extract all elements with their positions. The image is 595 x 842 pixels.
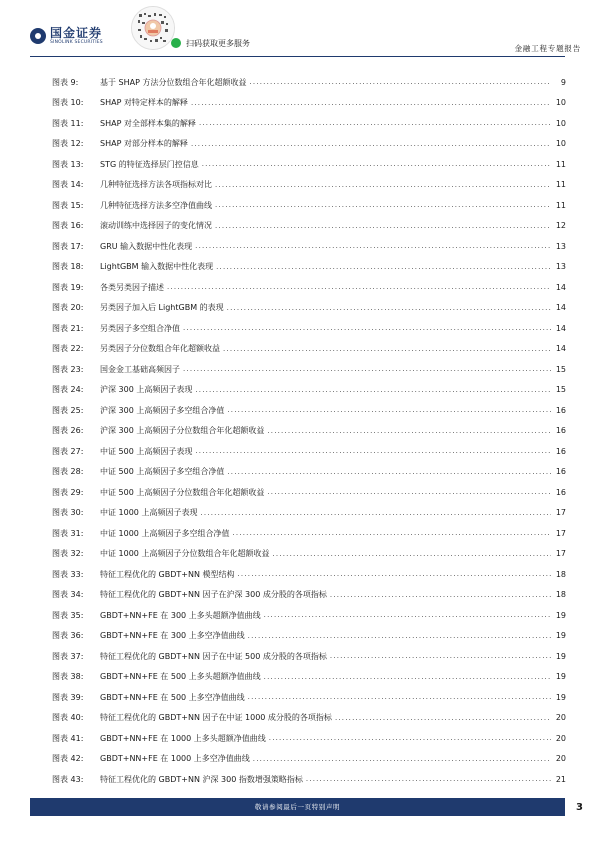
toc-figure-number: 图表 12: bbox=[52, 139, 84, 149]
toc-entry[interactable] bbox=[52, 216, 566, 237]
toc-figure-title: GBDT+NN+FE 在 1000 上多头超额净值曲线 bbox=[100, 733, 266, 743]
company-logo bbox=[30, 24, 103, 48]
toc-leader-dots bbox=[167, 282, 551, 292]
toc-entry[interactable] bbox=[52, 134, 566, 155]
toc-figure-title: 中证 500 上高频因子多空组合净值 bbox=[100, 467, 225, 477]
toc-entry[interactable] bbox=[52, 544, 566, 565]
toc-page-number: 11 bbox=[555, 200, 566, 210]
toc-figure-number: 图表 38: bbox=[52, 672, 84, 682]
toc-entry[interactable] bbox=[52, 462, 566, 483]
toc-entry[interactable] bbox=[52, 605, 566, 626]
toc-page-number: 17 bbox=[555, 508, 566, 518]
toc-leader-dots bbox=[249, 77, 551, 87]
toc-page-number: 20 bbox=[555, 733, 566, 743]
toc-leader-dots bbox=[238, 569, 552, 579]
toc-entry[interactable] bbox=[52, 626, 566, 647]
toc-entry[interactable] bbox=[52, 585, 566, 606]
toc-page-number: 11 bbox=[555, 180, 566, 190]
toc-leader-dots bbox=[199, 118, 551, 128]
toc-page-number: 13 bbox=[555, 262, 566, 272]
toc-entry[interactable] bbox=[52, 380, 566, 401]
toc-figure-title: LightGBM 输入数据中性化表现 bbox=[100, 262, 214, 272]
toc-figure-title: 国金金工基础高频因子 bbox=[100, 364, 180, 374]
toc-figure-title: 中证 1000 上高频因子多空组合净值 bbox=[100, 528, 230, 538]
toc-entry[interactable] bbox=[52, 154, 566, 175]
toc-page-number: 10 bbox=[555, 118, 566, 128]
toc-figure-number: 图表 26: bbox=[52, 426, 84, 436]
toc-figure-number: 图表 40: bbox=[52, 713, 84, 723]
toc-figure-number: 图表 17: bbox=[52, 241, 84, 251]
toc-leader-dots bbox=[232, 528, 551, 538]
toc-figure-number: 图表 31: bbox=[52, 528, 84, 538]
toc-page-number: 16 bbox=[555, 487, 566, 497]
toc-figure-number: 图表 43: bbox=[52, 774, 84, 784]
toc-leader-dots bbox=[272, 549, 551, 559]
toc-figure-number: 图表 36: bbox=[52, 631, 84, 641]
toc-page-number: 13 bbox=[555, 241, 566, 251]
toc-figure-title: 中证 500 上高频因子表现 bbox=[100, 446, 193, 456]
toc-page-number: 19 bbox=[555, 672, 566, 682]
brand-name-cn: 国金证券 bbox=[50, 25, 103, 40]
toc-figure-title: 沪深 300 上高频因子表现 bbox=[100, 385, 193, 395]
toc-figure-number: 图表 10: bbox=[52, 98, 84, 108]
toc-figure-number: 图表 34: bbox=[52, 590, 84, 600]
toc-leader-dots bbox=[330, 590, 551, 600]
toc-entry[interactable] bbox=[52, 195, 566, 216]
toc-entry[interactable] bbox=[52, 257, 566, 278]
toc-figure-number: 图表 16: bbox=[52, 221, 84, 231]
toc-entry[interactable] bbox=[52, 93, 566, 114]
toc-figure-title: STG 的特征选择层门控信息 bbox=[100, 159, 199, 169]
toc-leader-dots bbox=[306, 774, 551, 784]
toc-figure-title: GRU 输入数据中性化表现 bbox=[100, 241, 193, 251]
toc-figure-title: 滚动训练中选择因子的变化情况 bbox=[100, 221, 212, 231]
toc-figure-number: 图表 22: bbox=[52, 344, 84, 354]
toc-leader-dots bbox=[191, 139, 551, 149]
brand-name-en: SINOLINK SECURITIES bbox=[50, 39, 103, 45]
toc-figure-title: 中证 1000 上高频因子分位数组合年化超额收益 bbox=[100, 549, 270, 559]
toc-figure-title: 基于 SHAP 方法分位数组合年化超额收益 bbox=[100, 77, 247, 87]
toc-figure-number: 图表 20: bbox=[52, 303, 84, 313]
figure-list bbox=[52, 72, 566, 790]
logo-mark-icon bbox=[30, 28, 46, 44]
page-number: 3 bbox=[576, 802, 583, 813]
toc-page-number: 14 bbox=[555, 344, 566, 354]
toc-figure-title: GBDT+NN+FE 在 1000 上多空净值曲线 bbox=[100, 754, 250, 764]
footer-disclaimer: 敬请参阅最后一页特别声明 bbox=[254, 803, 341, 811]
qr-code-icon[interactable] bbox=[131, 6, 175, 50]
toc-entry[interactable] bbox=[52, 72, 566, 93]
toc-leader-dots bbox=[335, 713, 551, 723]
toc-leader-dots bbox=[183, 323, 551, 333]
toc-entry[interactable] bbox=[52, 646, 566, 667]
toc-figure-title: 几种特征选择方法各项指标对比 bbox=[100, 180, 212, 190]
toc-entry[interactable] bbox=[52, 728, 566, 749]
toc-page-number: 14 bbox=[555, 303, 566, 313]
toc-leader-dots bbox=[227, 405, 551, 415]
toc-leader-dots bbox=[253, 754, 551, 764]
toc-page-number: 16 bbox=[555, 405, 566, 415]
toc-figure-title: GBDT+NN+FE 在 500 上多空净值曲线 bbox=[100, 692, 245, 702]
toc-leader-dots bbox=[264, 672, 551, 682]
toc-figure-title: 几种特征选择方法多空净值曲线 bbox=[100, 200, 212, 210]
toc-figure-title: 另类因子多空组合净值 bbox=[100, 323, 180, 333]
toc-page-number: 14 bbox=[555, 282, 566, 292]
toc-figure-number: 图表 23: bbox=[52, 364, 84, 374]
toc-figure-title: 另类因子分位数组合年化超额收益 bbox=[100, 344, 220, 354]
toc-figure-title: 特征工程优化的 GBDT+NN 沪深 300 指数增强策略指标 bbox=[100, 774, 303, 784]
toc-entry[interactable] bbox=[52, 708, 566, 729]
toc-figure-title: SHAP 对特定样本的解释 bbox=[100, 98, 188, 108]
toc-leader-dots bbox=[191, 98, 551, 108]
toc-figure-title: 特征工程优化的 GBDT+NN 模型结构 bbox=[100, 569, 235, 579]
toc-page-number: 16 bbox=[555, 446, 566, 456]
scan-prompt: 扫码获取更多服务 bbox=[186, 39, 250, 48]
toc-page-number: 18 bbox=[555, 590, 566, 600]
toc-entry[interactable] bbox=[52, 339, 566, 360]
toc-page-number: 18 bbox=[555, 569, 566, 579]
toc-figure-number: 图表 19: bbox=[52, 282, 84, 292]
toc-entry[interactable] bbox=[52, 482, 566, 503]
toc-figure-title: 沪深 300 上高频因子分位数组合年化超额收益 bbox=[100, 426, 265, 436]
header-divider bbox=[30, 56, 565, 57]
toc-figure-title: 特征工程优化的 GBDT+NN 因子在中证 500 成分股的各项指标 bbox=[100, 651, 327, 661]
toc-page-number: 10 bbox=[555, 98, 566, 108]
toc-figure-title: 各类另类因子描述 bbox=[100, 282, 164, 292]
toc-leader-dots bbox=[216, 262, 551, 272]
toc-entry[interactable] bbox=[52, 441, 566, 462]
toc-figure-number: 图表 39: bbox=[52, 692, 84, 702]
toc-page-number: 9 bbox=[560, 77, 566, 87]
toc-entry[interactable] bbox=[52, 421, 566, 442]
toc-figure-number: 图表 14: bbox=[52, 180, 84, 190]
toc-figure-title: 中证 500 上高频因子分位数组合年化超额收益 bbox=[100, 487, 265, 497]
toc-figure-number: 图表 18: bbox=[52, 262, 84, 272]
toc-leader-dots bbox=[183, 364, 551, 374]
toc-entry[interactable] bbox=[52, 318, 566, 339]
toc-figure-number: 图表 35: bbox=[52, 610, 84, 620]
toc-entry[interactable] bbox=[52, 113, 566, 134]
toc-leader-dots bbox=[248, 631, 551, 641]
toc-page-number: 12 bbox=[555, 221, 566, 231]
toc-page-number: 11 bbox=[555, 159, 566, 169]
toc-leader-dots bbox=[269, 733, 551, 743]
toc-figure-title: GBDT+NN+FE 在 300 上多头超额净值曲线 bbox=[100, 610, 261, 620]
toc-figure-number: 图表 24: bbox=[52, 385, 84, 395]
toc-entry[interactable] bbox=[52, 749, 566, 770]
toc-page-number: 16 bbox=[555, 426, 566, 436]
scan-badge-icon bbox=[171, 38, 181, 48]
toc-page-number: 10 bbox=[555, 139, 566, 149]
toc-figure-number: 图表 42: bbox=[52, 754, 84, 764]
toc-leader-dots bbox=[202, 159, 551, 169]
toc-leader-dots bbox=[264, 610, 551, 620]
toc-entry[interactable] bbox=[52, 400, 566, 421]
toc-page-number: 20 bbox=[555, 713, 566, 723]
toc-figure-number: 图表 9: bbox=[52, 77, 79, 87]
toc-leader-dots bbox=[267, 426, 551, 436]
toc-figure-number: 图表 29: bbox=[52, 487, 84, 497]
toc-figure-title: 特征工程优化的 GBDT+NN 因子在沪深 300 成分股的各项指标 bbox=[100, 590, 327, 600]
toc-entry[interactable] bbox=[52, 503, 566, 524]
report-type: 金融工程专题报告 bbox=[514, 44, 581, 53]
toc-figure-number: 图表 11: bbox=[52, 118, 84, 128]
toc-entry[interactable] bbox=[52, 564, 566, 585]
toc-figure-title: GBDT+NN+FE 在 300 上多空净值曲线 bbox=[100, 631, 245, 641]
toc-page-number: 17 bbox=[555, 528, 566, 538]
toc-entry[interactable] bbox=[52, 667, 566, 688]
toc-leader-dots bbox=[227, 467, 551, 477]
toc-entry[interactable] bbox=[52, 236, 566, 257]
toc-figure-number: 图表 21: bbox=[52, 323, 84, 333]
toc-leader-dots bbox=[215, 200, 551, 210]
toc-page-number: 21 bbox=[555, 774, 566, 784]
toc-page-number: 19 bbox=[555, 610, 566, 620]
toc-figure-number: 图表 30: bbox=[52, 508, 84, 518]
toc-figure-title: 沪深 300 上高频因子多空组合净值 bbox=[100, 405, 225, 415]
toc-figure-title: 特征工程优化的 GBDT+NN 因子在中证 1000 成分股的各项指标 bbox=[100, 713, 332, 723]
toc-figure-number: 图表 33: bbox=[52, 569, 84, 579]
toc-page-number: 19 bbox=[555, 692, 566, 702]
toc-leader-dots bbox=[215, 180, 551, 190]
toc-figure-number: 图表 32: bbox=[52, 549, 84, 559]
toc-page-number: 19 bbox=[555, 651, 566, 661]
toc-figure-number: 图表 25: bbox=[52, 405, 84, 415]
toc-figure-title: 中证 1000 上高频因子表现 bbox=[100, 508, 198, 518]
toc-leader-dots bbox=[223, 344, 551, 354]
toc-figure-number: 图表 28: bbox=[52, 467, 84, 477]
toc-leader-dots bbox=[195, 446, 551, 456]
toc-leader-dots bbox=[227, 303, 551, 313]
toc-figure-title: 另类因子加入后 LightGBM 的表现 bbox=[100, 303, 224, 313]
page-footer bbox=[30, 798, 565, 816]
toc-figure-number: 图表 27: bbox=[52, 446, 84, 456]
toc-figure-number: 图表 41: bbox=[52, 733, 84, 743]
toc-figure-number: 图表 13: bbox=[52, 159, 84, 169]
toc-entry[interactable] bbox=[52, 687, 566, 708]
toc-page-number: 17 bbox=[555, 549, 566, 559]
toc-entry[interactable] bbox=[52, 769, 566, 790]
toc-figure-number: 图表 15: bbox=[52, 200, 84, 210]
toc-entry[interactable] bbox=[52, 175, 566, 196]
toc-leader-dots bbox=[195, 241, 551, 251]
toc-entry[interactable] bbox=[52, 277, 566, 298]
toc-leader-dots bbox=[267, 487, 551, 497]
toc-page-number: 19 bbox=[555, 631, 566, 641]
toc-page-number: 15 bbox=[555, 364, 566, 374]
toc-entry[interactable] bbox=[52, 298, 566, 319]
toc-entry[interactable] bbox=[52, 359, 566, 380]
toc-entry[interactable] bbox=[52, 523, 566, 544]
toc-leader-dots bbox=[200, 508, 551, 518]
toc-page-number: 16 bbox=[555, 467, 566, 477]
toc-figure-title: GBDT+NN+FE 在 500 上多头超额净值曲线 bbox=[100, 672, 261, 682]
toc-leader-dots bbox=[330, 651, 551, 661]
toc-figure-title: SHAP 对全部样本集的解释 bbox=[100, 118, 196, 128]
toc-page-number: 14 bbox=[555, 323, 566, 333]
toc-leader-dots bbox=[215, 221, 551, 231]
toc-page-number: 15 bbox=[555, 385, 566, 395]
toc-figure-title: SHAP 对部分样本的解释 bbox=[100, 139, 188, 149]
toc-leader-dots bbox=[248, 692, 551, 702]
page-header bbox=[0, 0, 595, 60]
toc-figure-number: 图表 37: bbox=[52, 651, 84, 661]
toc-leader-dots bbox=[195, 385, 551, 395]
toc-page-number: 20 bbox=[555, 754, 566, 764]
